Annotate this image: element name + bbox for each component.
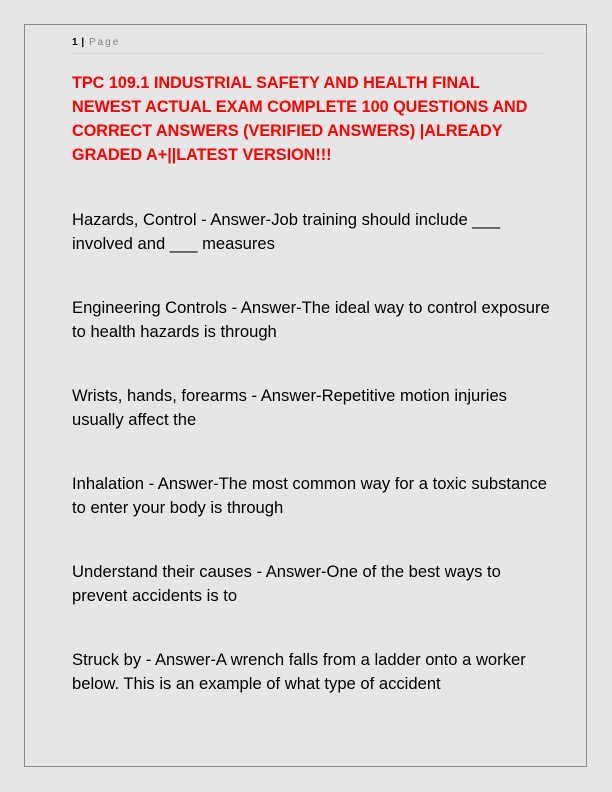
qa-item-2: Engineering Controls - Answer-The ideal way to control exposure to health hazards is through [72, 298, 550, 341]
page-label: Page [88, 37, 121, 48]
page-header [72, 37, 544, 54]
qa-item-5: Understand their causes - Answer-One of the best ways to prevent accidents is to [72, 562, 501, 605]
page-number-separator: | [81, 37, 85, 48]
qa-item-3: Wrists, hands, forearms - Answer-Repetitive motion injuries usually affect the [72, 386, 507, 429]
document-page [24, 24, 587, 767]
qa-list [72, 208, 552, 736]
qa-item-1: Hazards, Control - Answer-Job training should include ___ involved and ___ measures [72, 210, 500, 253]
qa-item-4: Inhalation - Answer-The most common way for a toxic substance to enter your body is through [72, 474, 547, 517]
page-number: 1 [72, 37, 78, 48]
qa-item-6: Struck by - Answer-A wrench falls from a ladder onto a worker below. This is an example of what type of accident [72, 650, 526, 693]
document-title: TPC 109.1 INDUSTRIAL SAFETY AND HEALTH FINAL NEWEST ACTUAL EXAM COMPLETE 100 QUESTIONS AND CORRECT ANSWERS (VERIFIED ANSWERS) |ALREADY GRADED A+||LATEST VERSION!!! [72, 74, 528, 164]
